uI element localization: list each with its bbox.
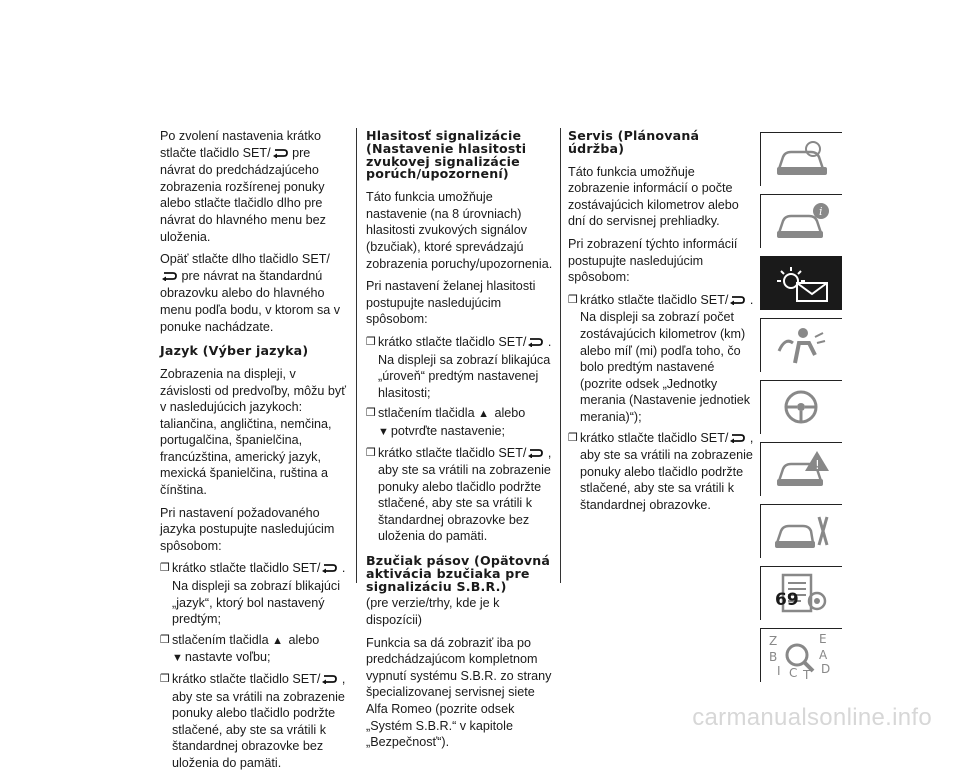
column-divider <box>356 128 357 583</box>
car-info-icon <box>773 201 833 241</box>
return-arrow-icon <box>272 146 288 163</box>
tab-index[interactable] <box>760 628 842 682</box>
list-item: ❒ krátko stlačte tlačidlo SET/ , aby ste sa vrátili na zobrazenie ponuky alebo tlačidlo podržte stlačené, aby ste sa vrátili k štandardnej obrazovke bez uloženia do pamäti. <box>366 445 552 544</box>
svg-text:!: ! <box>815 458 820 472</box>
paragraph: Po zvolení nastavenia krátko stlačte tlačidlo SET/ pre návrat do predchádzajúceho zobrazenia rozšírenej ponuky alebo stlačte tlačidlo dlho pre návrat do hlavného menu bez uloženia. <box>160 129 326 244</box>
tab-emergency[interactable] <box>760 442 842 496</box>
index-letter: D <box>821 662 831 676</box>
return-arrow-icon <box>527 446 543 463</box>
return-arrow-icon <box>729 431 745 448</box>
checkbox-bullet-icon: ❒ <box>366 407 376 420</box>
alphabetical-index-icon <box>763 631 833 681</box>
list-item: ❒ krátko stlačte tlačidlo SET/ , aby ste sa vrátili na zobrazenie ponuky alebo tlačidlo podržte stlačené, aby ste sa vrátili k štandardnej obrazovke bez uloženia do pamäti. <box>160 672 346 770</box>
warning-light-envelope-icon <box>773 263 833 303</box>
paragraph: Táto funkcia umožňuje nastavenie (na 8 úrovniach) hlasitosti zvukových signálov (bzučiak), ktoré sprevádzajú zobrazenia poruchy/upozornenia. <box>366 190 553 271</box>
watermark: carmanualsonline.info <box>692 704 932 731</box>
checkbox-bullet-icon: ❒ <box>366 335 376 348</box>
car-breakdown-icon <box>773 449 833 489</box>
tab-warning-lights[interactable] <box>760 256 842 310</box>
tab-dashboard[interactable] <box>760 132 842 186</box>
steering-wheel-icon <box>773 387 833 427</box>
return-arrow-icon <box>161 269 177 286</box>
list-item: ❒ krátko stlačte tlačidlo SET/ , aby ste sa vrátili na zobrazenie ponuky alebo tlačidlo podržte stlačené, aby ste sa vrátili k štandardnej obrazovke. <box>568 430 754 512</box>
paragraph: Funkcia sa dá zobraziť iba po predchádzajúcom kompletnom vypnutí systému S.B.R. zo strany špecializovanej servisnej siete Alfa Romeo (pozrite odsek „Systém S.B.R.“ v kapitole „Bezpečnosť“). <box>366 635 552 750</box>
return-arrow-icon <box>321 561 337 578</box>
list-item: ❒ krátko stlačte tlačidlo SET/ . Na displeji sa zobrazí počet zostávajúcich kilometrov (km) alebo míľ (mi) podľa toho, čo bolo predtým nastavené (pozrite odsek „Jednotky merania (Nastavenie jednotiek merania)“); <box>568 292 754 424</box>
column-middle <box>366 128 556 757</box>
bullet-list <box>568 292 754 514</box>
index-letter: C <box>789 666 798 680</box>
paragraph: Pri nastavení požadovaného jazyka postupujte nasledujúcim spôsobom: <box>160 505 335 553</box>
svg-text:i: i <box>819 205 823 218</box>
checkbox-bullet-icon: ❒ <box>568 293 578 306</box>
section-heading-seatbelt-buzzer: Bzučiak pásov (Opätovná aktivácia bzučiaka pre signalizáciu S.B.R.) <box>366 553 551 594</box>
return-arrow-icon <box>527 335 543 352</box>
checkbox-bullet-icon: ❒ <box>366 446 376 459</box>
paragraph: Zobrazenia na displeji, v závislosti od predvoľby, môžu byť v nasledujúcich jazykoch: taliančina, angličtina, nemčina, portugalčina, španielčina, francúzština, americký jazyk, mexická španielčina, ruština a čínština. <box>160 366 346 498</box>
list-item: ❒ stlačením tlačidla ▲ alebo ▼ potvrďte nastavenie; <box>366 405 556 440</box>
checkbox-bullet-icon: ❒ <box>160 633 170 646</box>
tab-driving[interactable] <box>760 380 842 434</box>
list-item: ❒ krátko stlačte tlačidlo SET/ . Na displeji sa zobrazí blikajúci „jazyk“, ktorý bol nastavený predtým; <box>160 561 346 627</box>
arrow-down-icon: ▼ <box>378 425 389 438</box>
list-item: ❒ stlačením tlačidla ▲ alebo ▼ nastavte voľbu; <box>160 632 346 667</box>
index-letter: A <box>819 648 828 662</box>
index-letter: T <box>803 668 811 681</box>
checkbox-bullet-icon: ❒ <box>160 673 170 686</box>
tab-info[interactable] <box>760 194 842 248</box>
paragraph: Pri nastavení želanej hlasitosti postupujte nasledujúcim spôsobom: <box>366 279 536 327</box>
column-right <box>568 128 754 519</box>
section-heading-language: Jazyk (Výber jazyka) <box>160 343 309 359</box>
paragraph: Táto funkcia umožňuje zobrazenie informácií o počte zostávajúcich kilometrov alebo dní do servisnej prehliadky. <box>568 164 739 229</box>
column-divider <box>560 128 561 583</box>
bullet-list <box>160 560 346 771</box>
tab-maintenance[interactable] <box>760 504 842 558</box>
airbag-person-icon <box>773 325 833 365</box>
index-letter: E <box>819 632 827 646</box>
return-arrow-icon <box>321 672 337 689</box>
checkbox-bullet-icon: ❒ <box>568 431 578 444</box>
bullet-list <box>366 334 556 545</box>
arrow-down-icon: ▼ <box>172 652 183 665</box>
index-letter: I <box>777 664 781 678</box>
car-tools-icon <box>773 511 833 551</box>
checkbox-bullet-icon: ❒ <box>160 562 170 575</box>
index-letter: B <box>769 650 778 664</box>
column-left <box>160 128 346 778</box>
tab-safety[interactable] <box>760 318 842 372</box>
section-heading-volume: Hlasitosť signalizácie (Nastavenie hlasitosti zvukovej signalizácie porúch/upozornení) <box>366 128 527 182</box>
tab-technical-data[interactable] <box>760 566 842 620</box>
index-letter: Z <box>769 634 778 648</box>
return-arrow-icon <box>729 293 745 310</box>
paragraph: (pre verzie/trhy, kde je k dispozícii) <box>366 596 500 628</box>
car-dashboard-icon <box>773 139 833 179</box>
list-item: ❒ krátko stlačte tlačidlo SET/ . Na displeji sa zobrazí blikajúca „úroveň“ predtým nastavenej hlasitosti; <box>366 334 552 400</box>
arrow-up-icon: ▲ <box>478 408 489 421</box>
arrow-up-icon: ▲ <box>272 634 283 647</box>
paragraph: Pri zobrazení týchto informácií postupujte nasledujúcim spôsobom: <box>568 236 738 285</box>
section-heading-service: Servis (Plánovaná údržba) <box>568 128 700 156</box>
chapter-tabs <box>760 132 842 690</box>
page-number: 69 <box>775 590 799 610</box>
paragraph: Opäť stlačte dlho tlačidlo SET/ pre návrat na štandardnú obrazovku alebo do hlavného menu podľa bodu, v ktorom sa v ponuke nachádzate. <box>160 252 341 334</box>
